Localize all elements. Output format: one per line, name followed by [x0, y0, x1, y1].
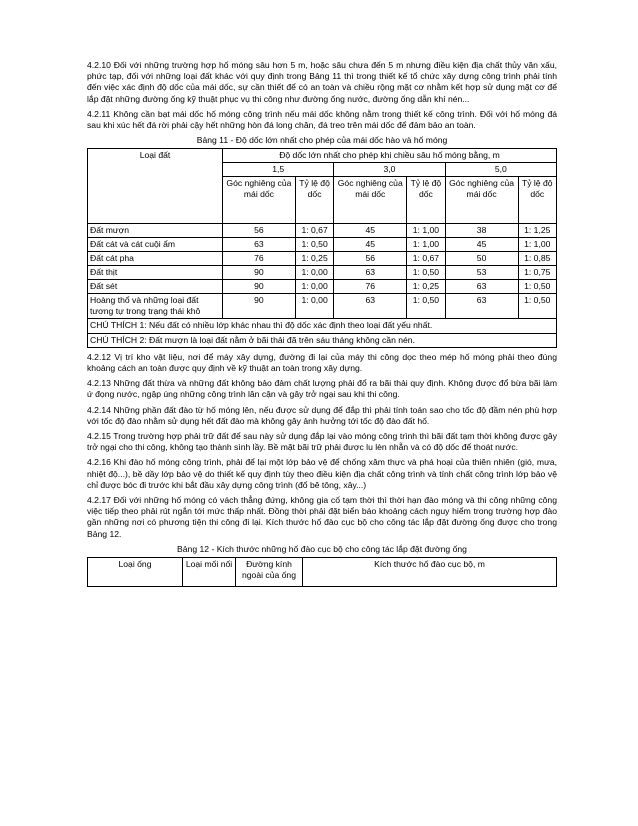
soil-cell: Đất thịt	[88, 266, 223, 280]
table-11-caption: Bảng 11 - Độ dốc lớn nhất cho phép của mái dốc hào và hố móng	[196, 135, 448, 146]
header-soil: Loại đất	[88, 149, 223, 224]
table-row	[88, 266, 557, 280]
t12-header-joint: Loại mối nối	[183, 558, 236, 587]
value-cell: 90	[223, 266, 296, 280]
value-cell: 1: 0,50	[407, 266, 445, 280]
value-cell: 1: 0,00	[295, 266, 333, 280]
value-cell: 1: 0,00	[295, 294, 333, 319]
table-row	[88, 294, 557, 319]
value-cell: 63	[445, 294, 518, 319]
value-cell: 1: 0,67	[407, 252, 445, 266]
sub-ratio: Tỷ lệ độ dốc	[295, 177, 333, 224]
table-row	[88, 280, 557, 294]
t12-header-size: Kích thước hố đào cục bộ, m	[303, 558, 557, 587]
sub-angle: Góc nghiêng của mái dốc	[445, 177, 518, 224]
soil-cell: Đất sét	[88, 280, 223, 294]
table-row	[88, 238, 557, 252]
soil-cell: Đất cát pha	[88, 252, 223, 266]
value-cell: 45	[445, 238, 518, 252]
table-11-body	[88, 224, 557, 319]
value-cell: 1: 0,50	[295, 238, 333, 252]
value-cell: 1: 1,00	[407, 224, 445, 238]
value-cell: 45	[334, 238, 407, 252]
note-1: CHÚ THÍCH 1: Nếu đất có nhiều lớp khác nhau thì độ dốc xác định theo loại đất yếu nhất.	[87, 318, 557, 333]
note-2: CHÚ THÍCH 2: Đất mượn là loại đất nằm ở bãi thải đã trên sáu tháng không cần nén.	[87, 333, 557, 348]
sub-ratio: Tỷ lệ độ dốc	[407, 177, 445, 224]
value-cell: 50	[445, 252, 518, 266]
value-cell: 1: 0,50	[407, 294, 445, 319]
table-11	[87, 148, 557, 319]
value-cell: 1: 0,67	[295, 224, 333, 238]
value-cell: 1: 0,50	[518, 280, 557, 294]
table-12-caption: Bảng 12 - Kích thước những hố đào cục bộ cho công tác lắp đặt đường ống	[177, 543, 467, 554]
value-cell: 90	[223, 280, 296, 294]
header-group: Độ dốc lớn nhất cho phép khi chiều sâu hố móng bằng, m	[223, 149, 557, 163]
value-cell: 1: 0,25	[295, 252, 333, 266]
value-cell: 1: 1,00	[407, 238, 445, 252]
value-cell: 63	[223, 238, 296, 252]
value-cell: 45	[334, 224, 407, 238]
value-cell: 1: 0,25	[407, 280, 445, 294]
value-cell: 1: 0,00	[295, 280, 333, 294]
paragraph-4-2-14: 4.2.14 Những phần đất đào từ hố móng lên, nếu được sử dụng để đắp thì phải tính toán sao cho tốc độ đầm nén phù hợp với tốc độ đào nhằm sử dụng hết đất đào mà không gây ảnh hưởng tới tốc độ đào đất hố.	[87, 404, 557, 426]
t12-header-diameter: Đường kính ngoài của ống	[236, 558, 303, 587]
value-cell: 90	[223, 294, 296, 319]
sub-angle: Góc nghiêng của mái dốc	[223, 177, 296, 224]
paragraph-4-2-11: 4.2.11 Không cần bạt mái dốc hố móng công trình nếu mái dốc không nằm trong thiết kế công trình. Đối với hố móng đá sau khi xúc hết đá rời phải cậy hết những hòn đá long chân, đá treo trên mái dốc để đảm bảo an toàn.	[87, 108, 557, 131]
table-12	[87, 557, 557, 587]
t12-header-pipe: Loại ống	[88, 558, 183, 587]
value-cell: 63	[334, 294, 407, 319]
value-cell: 56	[334, 252, 407, 266]
value-cell: 1: 1,00	[518, 238, 557, 252]
paragraph-4-2-10: 4.2.10 Đối với những trường hợp hố móng sâu hơn 5 m, hoặc sâu chưa đến 5 m nhưng điều kiện địa chất thủy văn xấu, phức tạp, đối với những loại đất khác với quy định trong Bảng 11 thì trong thiết kế tổ chức xây dựng công trình phải tính đến việc xác định độ dốc của mái dốc, sự cần thiết để có an toàn và chiều rộng mặt cơ nhằm kết hợp sử dụng mặt cơ để lắp đặt những đường ống kỹ thuật phục vụ thi công như đường ống nước, đường ống dẫn khí nén...	[87, 60, 557, 104]
sub-angle: Góc nghiêng của mái dốc	[334, 177, 407, 224]
table-row	[88, 252, 557, 266]
value-cell: 1: 1,25	[518, 224, 557, 238]
paragraph-4-2-17: 4.2.17 Đối với những hố móng có vách thẳng đứng, không gia cố tạm thời thì thời hạn đào móng và thi công những công việc tiếp theo phải rút ngắn tới mức thấp nhất. Đồng thời phải đặt biển báo khoảng cách nguy hiểm trong trường hợp đào gần những nơi có phương tiện thi công đi lại. Kích thước hố đào cục bộ cho công tác lắp đặt đường ống được cho trong Bảng 12.	[87, 495, 557, 539]
soil-cell: Hoàng thổ và những loại đất tương tự trong trạng thái khô	[88, 294, 223, 319]
value-cell: 56	[223, 224, 296, 238]
value-cell: 38	[445, 224, 518, 238]
table-row	[88, 224, 557, 238]
document-page	[87, 60, 557, 587]
value-cell: 63	[334, 266, 407, 280]
soil-cell: Đất cát và cát cuội ẩm	[88, 238, 223, 252]
header-depth-1: 1,5	[223, 163, 334, 177]
soil-cell: Đất mượn	[88, 224, 223, 238]
paragraph-4-2-12: 4.2.12 Vị trí kho vật liệu, nơi để máy xây dựng, đường đi lại của máy thi công dọc theo mép hố móng phải theo đúng khoảng cách an toàn được quy định về kỹ thuật an toàn trong xây dựng.	[87, 351, 557, 374]
value-cell: 76	[334, 280, 407, 294]
value-cell: 76	[223, 252, 296, 266]
value-cell: 63	[445, 280, 518, 294]
paragraph-4-2-16: 4.2.16 Khi đào hố móng công trình, phải để lại một lớp bảo vệ để chống xâm thực và phá hoại của thiên nhiên (gió, mưa, nhiệt độ...), bề dầy lớp bảo vệ do thiết kế quy định tùy theo điều kiện địa chất công trình và tính chất công trình lớp bảo vệ chỉ được bóc đi trước khi bắt đầu xây dựng công trình (đổ bê tông, xây...)	[87, 457, 557, 490]
header-depth-3: 5,0	[445, 163, 556, 177]
value-cell: 53	[445, 266, 518, 280]
paragraph-4-2-13: 4.2.13 Những đất thừa và những đất không bảo đảm chất lượng phải đổ ra bãi thải quy định. Không được đổ bừa bãi làm ứ đọng nước, ngập úng những công trình lân cận và gây trở ngại sau khi thi công.	[87, 378, 557, 400]
paragraph-4-2-15: 4.2.15 Trong trường hợp phải trữ đất để sau này sử dụng đắp lại vào móng công trình thì bãi đất tạm thời không được gây trở ngại cho thi công, không tạo thành sình lầy. Bề mặt bãi trữ phải được lu lèn nhẵn và có độ dốc để thoát nước.	[87, 431, 557, 453]
header-depth-2: 3,0	[334, 163, 445, 177]
value-cell: 1: 0,75	[518, 266, 557, 280]
value-cell: 1: 0,85	[518, 252, 557, 266]
value-cell: 1: 0,50	[518, 294, 557, 319]
sub-ratio: Tỷ lệ độ dốc	[518, 177, 557, 224]
